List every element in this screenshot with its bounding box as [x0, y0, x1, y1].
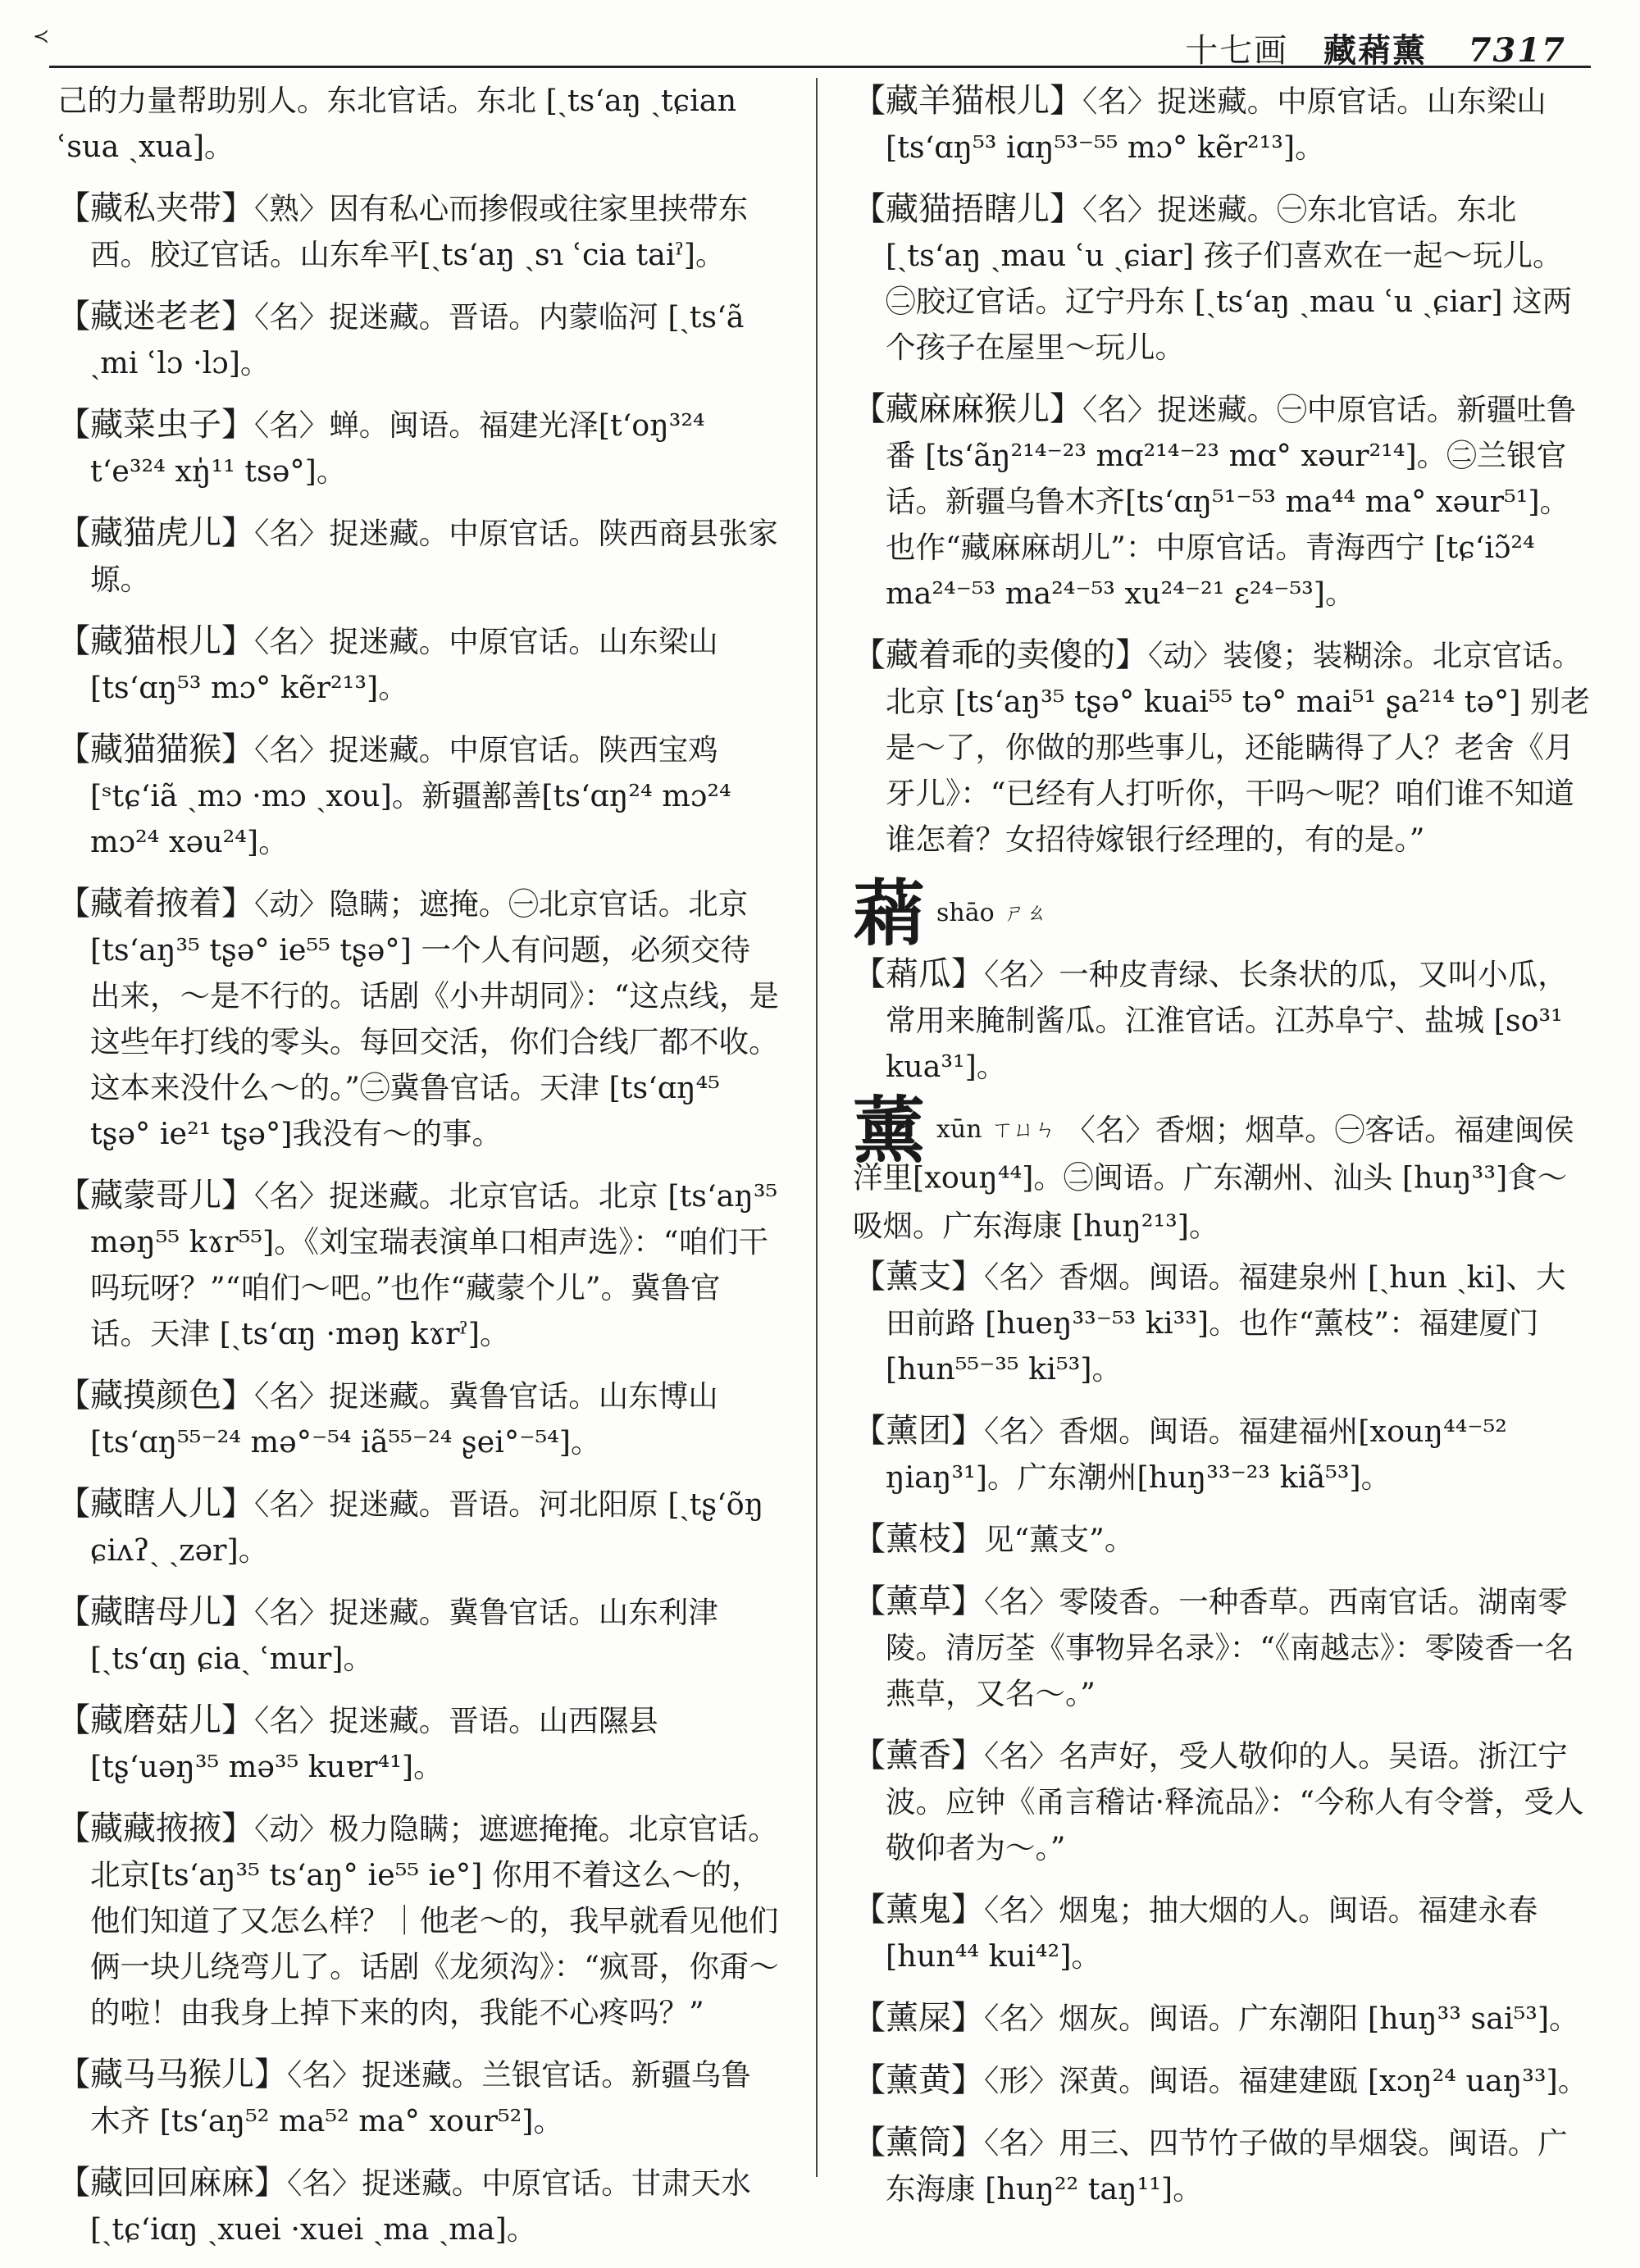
left-entries [57, 185, 779, 2252]
dictionary-entry [57, 402, 779, 494]
dictionary-entry [853, 632, 1591, 863]
dictionary-entry [853, 186, 1591, 371]
entry-body: 〈名〉用三、四节竹子做的旱烟袋。闽语。广东海康 [huŋ²² taŋ¹¹]。 [886, 2125, 1568, 2207]
entry-headword: 【薰枝】 [853, 1520, 984, 1558]
dictionary-entry [853, 2057, 1591, 2104]
dictionary-entry [57, 726, 779, 865]
entry-body: 〈名〉捉迷藏。中原官话。甘肃天水 [ˏtɕʻiɑŋ ˏxuei ·xuei ˏma ˏma]。 [90, 2166, 751, 2247]
entry-body: 〈形〉深黄。闽语。福建建瓯 [xɔŋ²⁴ uaŋ³³]。 [984, 2063, 1588, 2098]
dictionary-entry [853, 2120, 1591, 2212]
entry-headword: 【藏猫捂瞎儿】 [853, 190, 1082, 228]
entry-headword: 【藏猫虎儿】 [57, 514, 254, 552]
entry-headword: 【藏迷老老】 [57, 298, 254, 335]
dictionary-entry [853, 1887, 1591, 1979]
entry-body: 〈动〉装傻；装糊涂。北京官话。北京 [tsʻaŋ³⁵ tʂə° kuai⁵⁵ tə° mai⁵¹ ʂa²¹⁴ tə°] 别老是～了，你做的那些事儿，还能瞒得了人？老舍《月牙儿》：“已经有人打听你，干吗～呢？咱们谁不知道谁怎着？女招待嫁银行经理的，有的是。” [886, 638, 1591, 857]
entry-headword: 【藏羊猫根儿】 [853, 82, 1082, 120]
head-char-pinyin: xūn [936, 1115, 982, 1144]
entry-body: 〈名〉捉迷藏。北京官话。北京 [tsʻaŋ³⁵ məŋ⁵⁵ kɤr⁵⁵]。《刘宝瑞表演单口相声选》：“咱们干吗玩呀？”“咱们～吧。”也作“藏蒙个儿”。冀鲁官话。天津 [ˏtsʻɑŋ ·məŋ kɤrˀ]。 [90, 1178, 778, 1351]
dictionary-entry [57, 185, 779, 278]
entry-body: 〈名〉捉迷藏。晋语。山西隰县[tʂʻuəŋ³⁵ mə³⁵ kuɐr⁴¹]。 [90, 1703, 658, 1784]
entry-headword: 【藏摸颜色】 [57, 1377, 254, 1414]
entry-headword: 【薰屎】 [853, 1999, 984, 2037]
entry-body: 〈动〉极力隐瞒；遮遮掩掩。北京官话。北京[tsʻaŋ³⁵ tsʻaŋ° ie⁵⁵ ie°] 你用不着这么～的，他们知道了又怎么样？｜他老～的，我早就看见他们俩一块儿绕弯儿了。话剧《龙须沟》：“疯哥，你甭～的啦！由我身上掉下来的肉，我能不心疼吗？” [90, 1811, 779, 2030]
entry-headword: 【藏藏掖掖】 [57, 1810, 254, 1847]
entry-headword: 【藏私夹带】 [57, 189, 254, 227]
dictionary-entry [853, 1995, 1591, 2042]
entry-headword: 【藏蒙哥儿】 [57, 1177, 254, 1214]
entry-body: 〈名〉烟鬼；抽大烟的人。闽语。福建永春[hun⁴⁴ kui⁴²]。 [886, 1892, 1538, 1974]
dictionary-entry [853, 1516, 1591, 1563]
dictionary-entry [853, 386, 1591, 617]
dictionary-entry [57, 1806, 779, 2036]
continued-text: 己的力量帮助别人。东北官话。东北 [ˏtsʻaŋ ˏtɕian ʿsua ˏxua]。 [57, 83, 737, 164]
entry-body: 〈名〉捉迷藏。中原官话。陕西宝鸡 [ˢtɕʻiã ˏmɔ ·mɔ ˏxou]。新疆鄯善[tsʻɑŋ²⁴ mɔ²⁴ mɔ²⁴ xəu²⁴]。 [90, 732, 731, 859]
dictionary-entry [57, 881, 779, 1157]
entry-body: 〈名〉捉迷藏。晋语。内蒙临河 [ˏtsʻã ˏmi ʿlɔ ·lɔ]。 [90, 299, 745, 380]
entry-body: 〈名〉香烟。闽语。福建福州[xouŋ⁴⁴⁻⁵² ŋiaŋ³¹]。广东潮州[huŋ³³⁻²³ kiã⁵³]。 [886, 1414, 1507, 1495]
entry-body: 〈名〉捉迷藏。冀鲁官话。山东博山 [tsʻɑŋ⁵⁵⁻²⁴ mə°⁻⁵⁴ iã⁵⁵⁻²⁴ ʂei°⁻⁵⁴]。 [90, 1378, 718, 1460]
entry-body: 〈名〉捉迷藏。晋语。河北阳原 [ˏtʂʻõŋ ɕiʌʔˏ ˏzər]。 [90, 1487, 764, 1568]
page-number: 7317 [1468, 31, 1566, 70]
entry-headword: 【藏瞎母儿】 [57, 1593, 254, 1631]
entry-headword: 【薰团】 [853, 1412, 984, 1450]
dictionary-entry [853, 1408, 1591, 1501]
header-text [1185, 25, 1566, 71]
entry-headword: 【藏麻麻猴儿】 [853, 390, 1082, 428]
entry-body: 〈名〉一种皮青绿、长条状的瓜，又叫小瓜，常用来腌制酱瓜。江淮官话。江苏阜宁、盐城 [so³¹ kua³¹]。 [886, 956, 1568, 1084]
dictionary-entry [57, 618, 779, 711]
entry-body: 〈名〉捉迷藏。中原官话。陕西商县张家塬。 [90, 516, 778, 597]
entry-body: 〈名〉捉迷藏。兰银官话。新疆乌鲁木齐 [tsʻaŋ⁵² ma⁵² ma° xour⁵²]。 [90, 2057, 751, 2138]
entry-headword: 【薰筒】 [853, 2124, 984, 2161]
entry-body: 〈名〉捉迷藏。㊀中原官话。新疆吐鲁番 [tsʻãŋ²¹⁴⁻²³ mɑ²¹⁴⁻²³ mɑ° xəur²¹⁴]。㊁兰银官话。新疆乌鲁木齐[tsʻɑŋ⁵¹⁻⁵³ ma⁴⁴ ma° xəur⁵¹]。也作“藏麻麻胡儿”：中原官话。青海西宁 [tɕʻiɔ̃²⁴ ma²⁴⁻⁵³ ma²⁴⁻⁵³ xu²⁴⁻²¹ ɛ²⁴⁻⁵³]。 [886, 392, 1577, 611]
head-char-pinyin: shāo [936, 898, 995, 927]
entry-body: 〈名〉零陵香。一种香草。西南官话。湖南零陵。清厉荃《事物异名录》：“《南越志》：零陵香一名燕草，又名～。” [886, 1584, 1574, 1711]
dictionary-entry [57, 1697, 779, 1790]
dictionary-entry [853, 1733, 1591, 1871]
entry-headword: 【藏着乖的卖傻的】 [853, 636, 1148, 674]
entry-headword: 【藏回回麻麻】 [57, 2164, 287, 2202]
entry-body: 〈名〉名声好，受人敬仰的人。吴语。浙江宁波。应钟《甬言稽诂·释流品》：“今称人有令誉，受人敬仰者为～。” [886, 1738, 1584, 1865]
entry-headword: 【薰黄】 [853, 2061, 984, 2099]
dictionary-entry [57, 2052, 779, 2144]
entry-headword: 【藏菜虫子】 [57, 406, 254, 444]
right-column [853, 78, 1591, 2228]
corner-mark: ≺ [33, 25, 50, 48]
right-entries-b [853, 951, 1591, 1090]
entry-headword: 【藏磨菇儿】 [57, 1701, 254, 1739]
head-char-definition: 〈名〉香烟；烟草。㊀客话。福建闽侯洋里[xouŋ⁴⁴]。㊁闽语。广东潮州、汕头 [huŋ³³]食～吸烟。广东海康 [huŋ²¹³]。 [853, 1112, 1574, 1243]
headword-xun [853, 1087, 1591, 1250]
entry-headword: 【藏马马猴儿】 [57, 2056, 287, 2093]
entry-body: 见“薰支”。 [984, 1522, 1135, 1557]
left-column [57, 78, 779, 2268]
entry-body: 〈名〉捉迷藏。冀鲁官话。山东利津[ˏtsʻɑŋ ɕiaˏ ʿmur]。 [90, 1595, 718, 1676]
entry-headword: 【薰鬼】 [853, 1891, 984, 1929]
right-entries-c [853, 1254, 1591, 2212]
entry-body: 〈动〉隐瞒；遮掩。㊀北京官话。北京 [tsʻaŋ³⁵ tʂə° ie⁵⁵ tʂə°] 一个人有问题，必须交待出来，～是不行的。话剧《小井胡同》：“这点线，是这些年打线的零头。每回交活，你们合线厂都不收。这本来没什么～的。”㊁冀鲁官话。天津 [tsʻɑŋ⁴⁵ tʂə° ie²¹ tʂə°]我没有～的事。 [90, 886, 779, 1151]
entry-body: 〈名〉香烟。闽语。福建泉州 [ˏhun ˏki]、大田前路 [hueŋ³³⁻⁵³ ki³³]。也作“薰枝”：福建厦门 [hun⁵⁵⁻³⁵ ki⁵³]。 [886, 1259, 1566, 1387]
dictionary-entry [57, 1589, 779, 1682]
dictionary-entry [57, 2160, 779, 2252]
column-divider [816, 78, 818, 2177]
dictionary-entry [853, 951, 1591, 1090]
dictionary-entry [57, 1481, 779, 1573]
header-title: 藏蕱薰 [1323, 31, 1427, 70]
entry-headword: 【藏着掖着】 [57, 885, 254, 922]
dictionary-entry [57, 294, 779, 386]
entry-body: 〈名〉蝉。闽语。福建光泽[tʻoŋ³²⁴ tʻe³²⁴ xŋ̍¹¹ tsə°]。 [90, 408, 705, 489]
dictionary-entry [853, 78, 1591, 171]
head-char-glyph: 薰 [853, 1087, 926, 1173]
entry-headword: 【藏猫猫猴】 [57, 731, 254, 768]
entry-body: 〈名〉捉迷藏。㊀东北官话。东北[ˏtsʻaŋ ˏmau ʿu ˏɕiar] 孩子们喜欢在一起～玩儿。㊁胶辽官话。辽宁丹东 [ˏtsʻaŋ ˏmau ʿu ˏɕiar] 这两个孩子在屋里～玩儿。 [886, 192, 1573, 365]
dictionary-entry [57, 1173, 779, 1357]
head-char-glyph: 蕱 [853, 870, 926, 956]
entry-headword: 【薰草】 [853, 1583, 984, 1620]
page-header [49, 23, 1591, 68]
head-char-zhuyin: ㄕㄠ [1004, 900, 1047, 926]
dictionary-entry [853, 1254, 1591, 1392]
entry-body: 〈名〉捉迷藏。中原官话。山东梁山 [tsʻɑŋ⁵³ iɑŋ⁵³⁻⁵⁵ mɔ° kẽr²¹³]。 [886, 84, 1547, 165]
entry-headword: 【藏瞎人儿】 [57, 1485, 254, 1523]
entry-body: 〈熟〉因有私心而掺假或往家里挟带东西。胶辽官话。山东牟平[ˏtsʻaŋ ˏsɿ ʿcia taiˀ]。 [90, 191, 749, 272]
entry-headword: 【藏猫根儿】 [57, 622, 254, 660]
entry-body: 〈名〉捉迷藏。中原官话。山东梁山 [tsʻɑŋ⁵³ mɔ° kẽr²¹³]。 [90, 624, 718, 705]
dictionary-entry [57, 1373, 779, 1465]
header-section: 十七画 [1185, 32, 1289, 70]
headword-shao [853, 870, 1591, 956]
head-char-zhuyin: ㄒㄩㄣ [991, 1118, 1056, 1142]
right-entries-a [853, 78, 1591, 863]
entry-headword: 【蕱瓜】 [853, 954, 984, 993]
entry-headword: 【薰香】 [853, 1737, 984, 1774]
entry-body: 〈名〉烟灰。闽语。广东潮阳 [huŋ³³ sai⁵³]。 [984, 2001, 1579, 2036]
dictionary-entry [853, 1578, 1591, 1717]
entry-headword: 【薰支】 [853, 1258, 984, 1296]
dictionary-entry [57, 510, 779, 603]
